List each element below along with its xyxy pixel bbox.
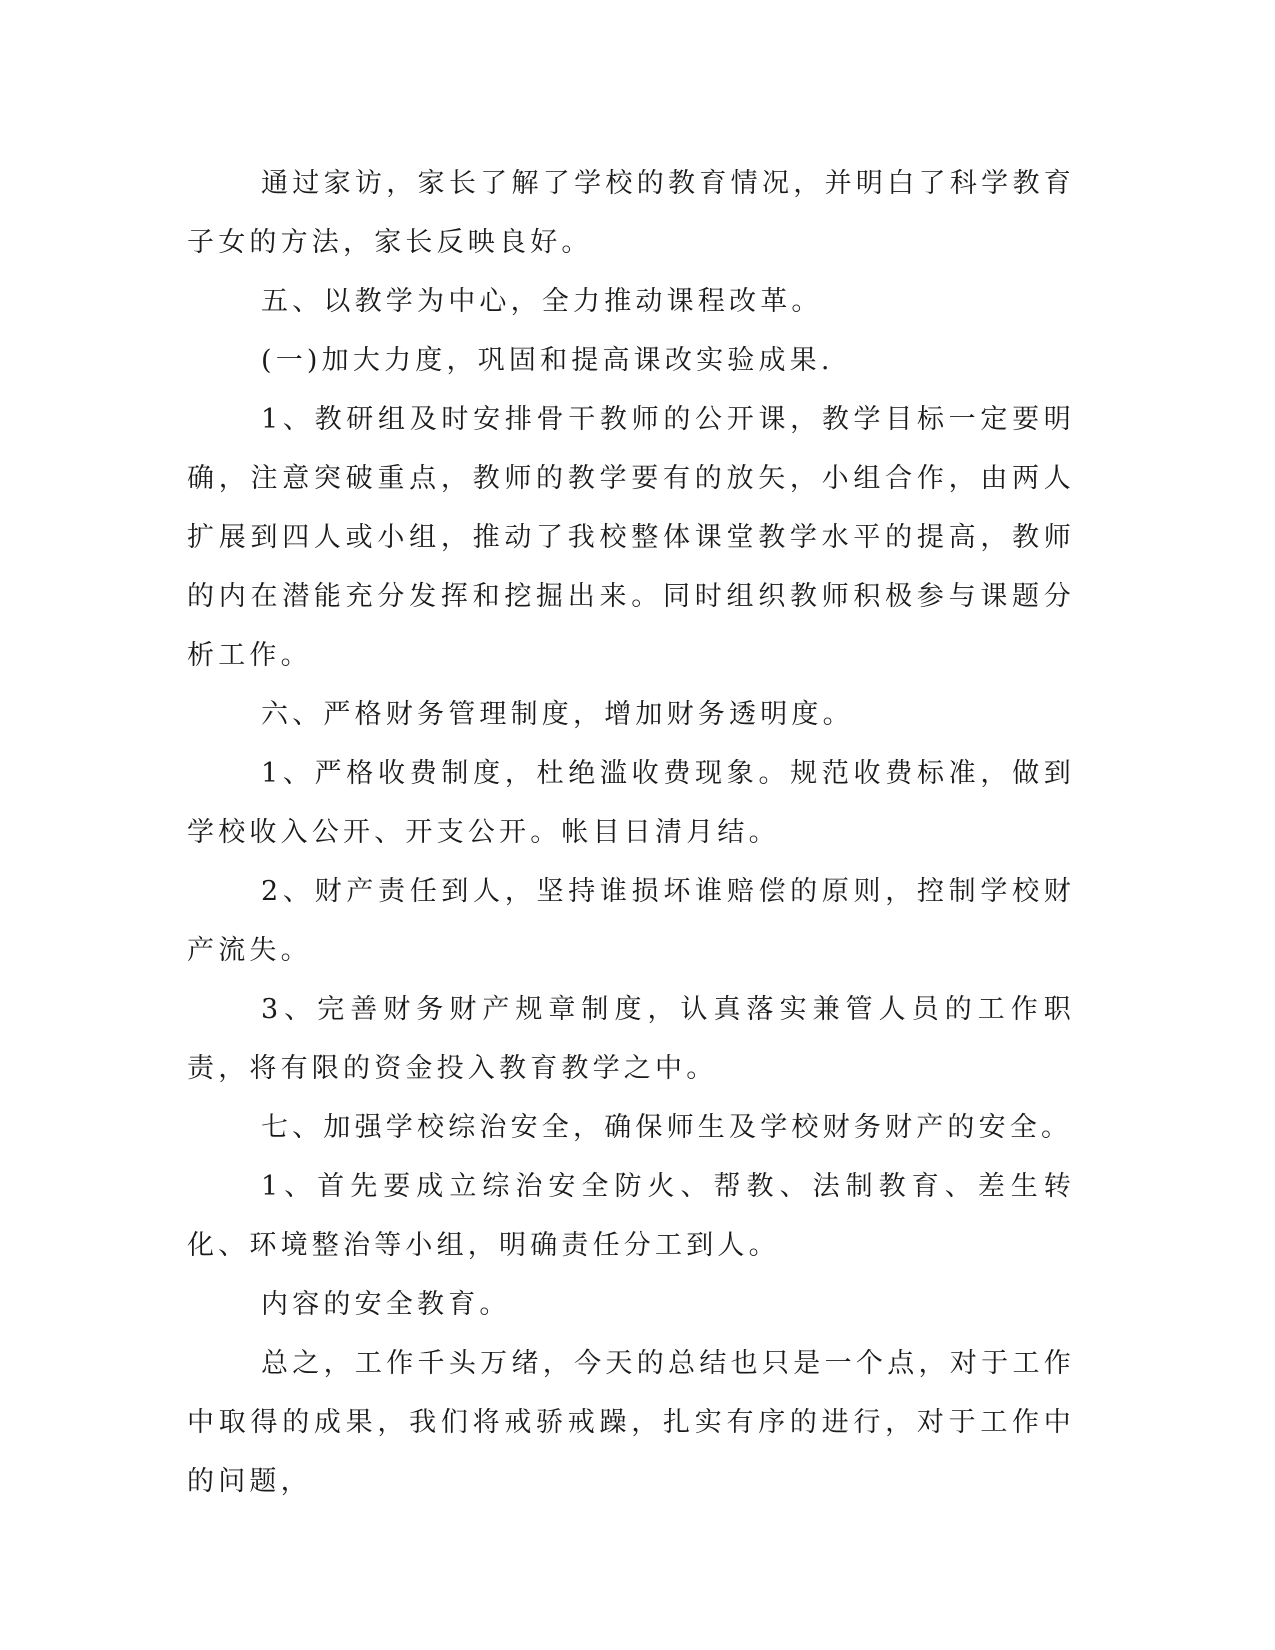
document-body — [187, 154, 1075, 1511]
paragraph-safety-education: 内容的安全教育。 — [261, 1289, 511, 1320]
paragraph-property-responsibility: 2、财产责任到人，坚持谁损坏谁赔偿的原则，控制学校财产流失。 — [187, 876, 1075, 966]
subheading-section-five-one: (一)加大力度，巩固和提高课改实验成果. — [261, 345, 834, 376]
heading-section-six: 六、严格财务管理制度，增加财务透明度。 — [261, 699, 854, 730]
heading-section-five: 五、以教学为中心，全力推动课程改革。 — [261, 286, 823, 317]
paragraph-home-visit-result: 通过家访，家长了解了学校的教育情况，并明白了科学教育子女的方法，家长反映良好。 — [187, 168, 1075, 258]
paragraph-fee-system: 1、严格收费制度，杜绝滥收费现象。规范收费标准，做到学校收入公开、开支公开。帐目日清月结。 — [187, 758, 1075, 848]
paragraph-finance-rules: 3、完善财务财产规章制度，认真落实兼管人员的工作职责，将有限的资金投入教育教学之中。 — [187, 994, 1075, 1084]
paragraph-safety-groups: 1、首先要成立综治安全防火、帮教、法制教育、差生转化、环境整治等小组，明确责任分工到人。 — [187, 1171, 1075, 1261]
paragraph-teaching-research: 1、教研组及时安排骨干教师的公开课，教学目标一定要明确，注意突破重点，教师的教学要有的放矢，小组合作，由两人扩展到四人或小组，推动了我校整体课堂教学水平的提高，教师的内在潜能充分发挥和挖掘出来。同时组织教师积极参与课题分析工作。 — [187, 404, 1075, 671]
heading-section-seven: 七、加强学校综治安全，确保师生及学校财务财产的安全。 — [261, 1112, 1073, 1143]
paragraph-conclusion: 总之，工作千头万绪，今天的总结也只是一个点，对于工作中取得的成果，我们将戒骄戒躁，扎实有序的进行，对于工作中的问题， — [187, 1348, 1075, 1497]
